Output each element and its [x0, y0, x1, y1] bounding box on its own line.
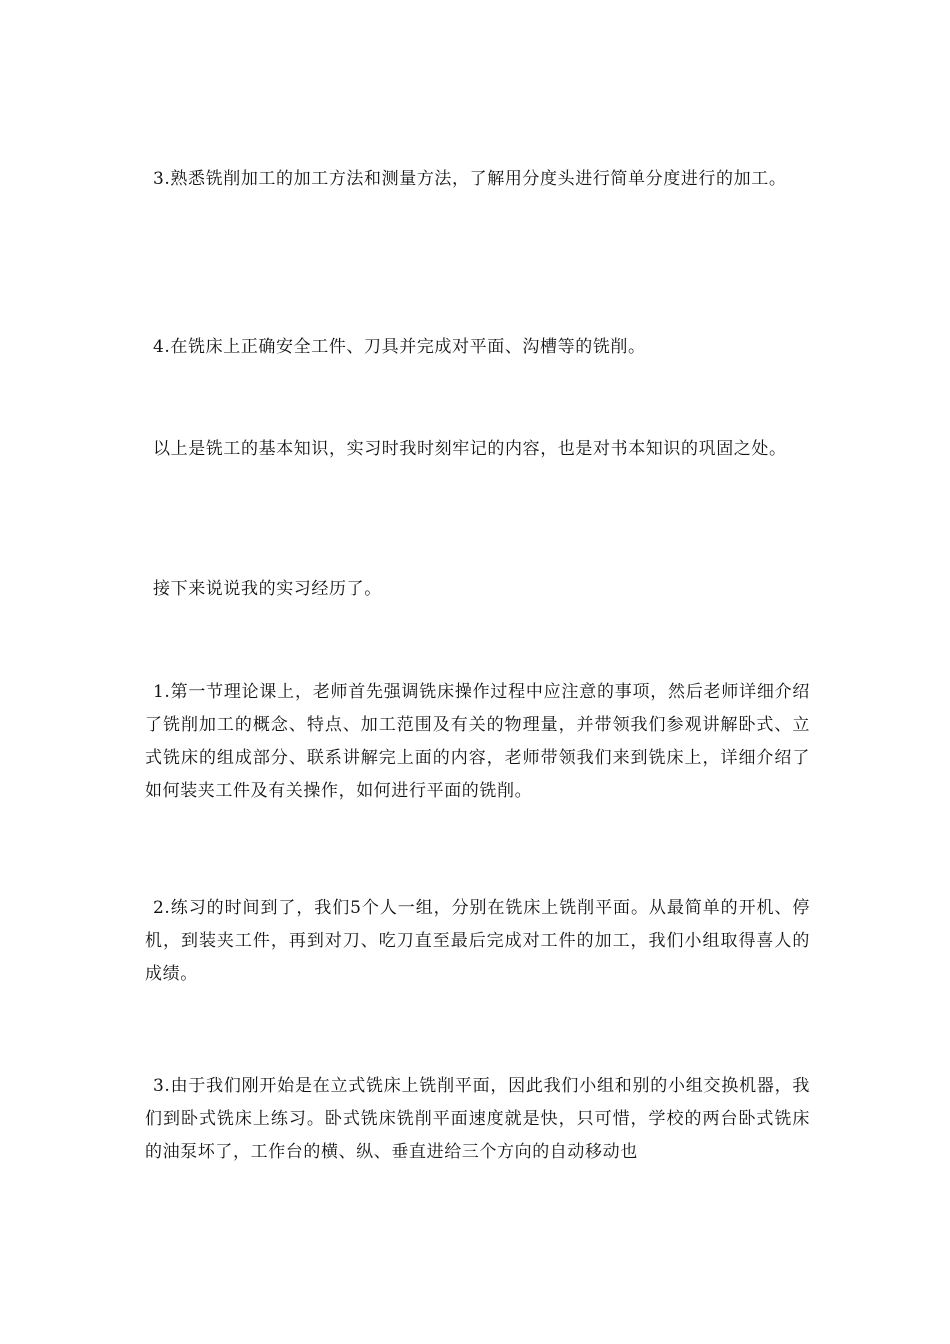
paragraph-experience-3: 3.由于我们刚开始是在立式铣床上铣削平面，因此我们小组和别的小组交换机器，我们到卧式铣床上练习。卧式铣床铣削平面速度就是快，只可惜，学校的两台卧式铣床的油泵坏了，工作台的横、纵、垂直进给三个方向的自动移动也	[145, 1076, 810, 1162]
paragraph-experience-1: 1.第一节理论课上，老师首先强调铣床操作过程中应注意的事项，然后老师详细介绍了铣削加工的概念、特点、加工范围及有关的物理量，并带领我们参观讲解卧式、立式铣床的组成部分、联系讲解完上面的内容，老师带领我们来到铣床上，详细介绍了如何装夹工件及有关操作，如何进行平面的铣削。	[145, 682, 810, 801]
paragraph-transition: 接下来说说我的实习经历了。	[153, 579, 382, 599]
paragraph-item-3: 3.熟悉铣削加工的加工方法和测量方法，了解用分度头进行简单分度进行的加工。	[153, 169, 787, 189]
paragraph-item-4: 4.在铣床上正确安全工件、刀具并完成对平面、沟槽等的铣削。	[153, 337, 646, 357]
paragraph-summary: 以上是铣工的基本知识，实习时我时刻牢记的内容，也是对书本知识的巩固之处。	[153, 439, 787, 459]
paragraph-experience-2: 2.练习的时间到了，我们5个人一组，分别在铣床上铣削平面。从最简单的开机、停机，到装夹工件，再到对刀、吃刀直至最后完成对工件的加工，我们小组取得喜人的成绩。	[145, 898, 810, 984]
